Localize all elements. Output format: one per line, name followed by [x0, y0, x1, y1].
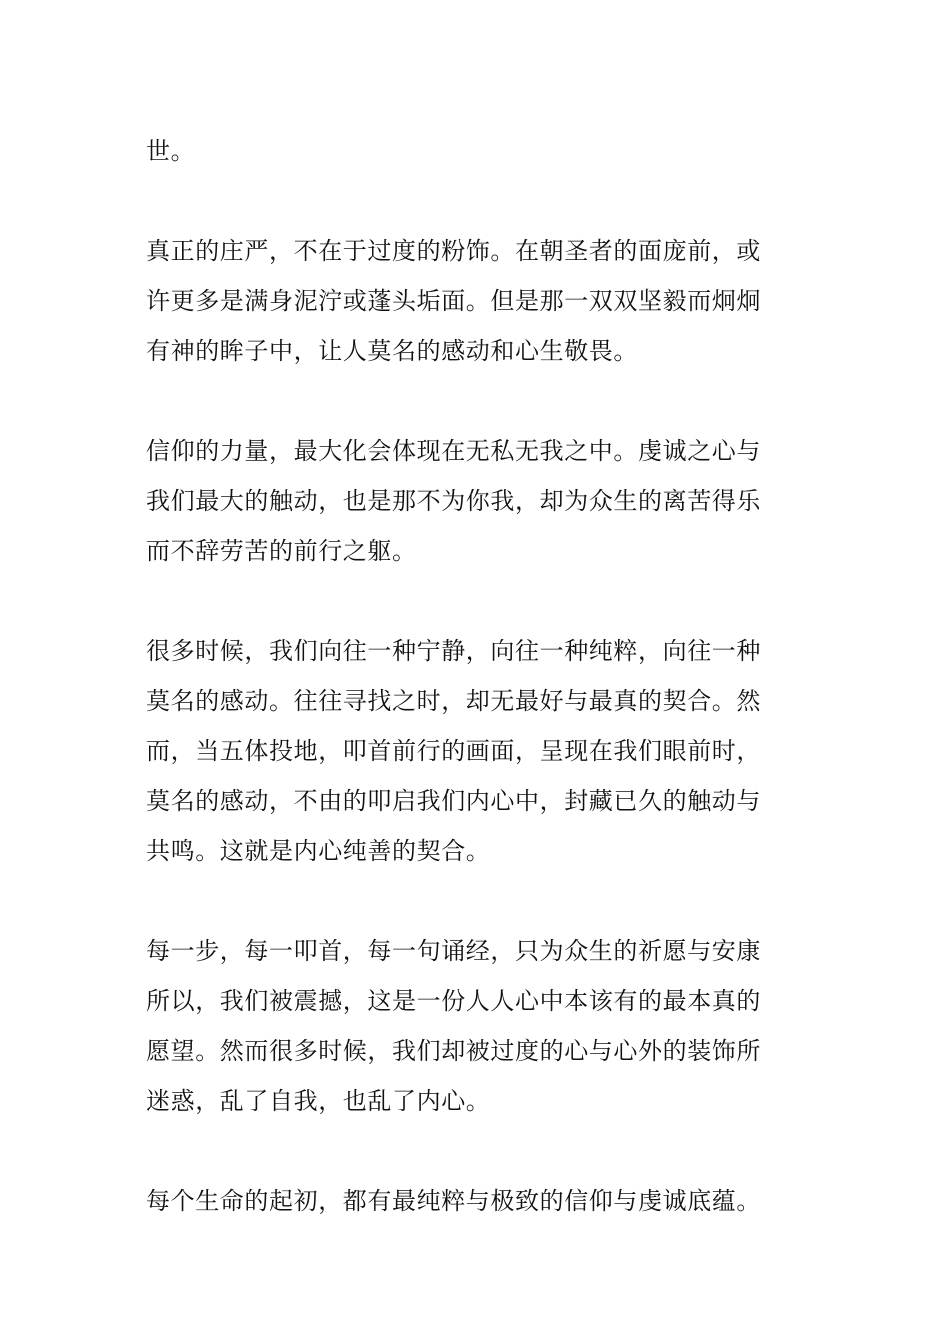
text-line: 莫名的感动，不由的叩启我们内心中，封藏已久的触动与	[146, 787, 761, 815]
text-line: 每个生命的起初，都有最纯粹与极致的信仰与虔诚底蕴。	[146, 1187, 761, 1215]
text-line: 愿望。然而很多时候，我们却被过度的心与心外的装饰所	[146, 1037, 761, 1065]
text-line: 真正的庄严，不在于过度的粉饰。在朝圣者的面庞前，或	[146, 237, 761, 265]
text-line: 世。	[146, 137, 196, 165]
text-line: 而不辞劳苦的前行之躯。	[146, 537, 417, 565]
text-line: 信仰的力量，最大化会体现在无私无我之中。虔诚之心与	[146, 437, 761, 465]
text-line: 所以，我们被震撼，这是一份人人心中本该有的最本真的	[146, 987, 761, 1015]
text-line: 有神的眸子中，让人莫名的感动和心生敬畏。	[146, 337, 638, 365]
text-line: 每一步，每一叩首，每一句诵经，只为众生的祈愿与安康	[146, 937, 761, 965]
text-line: 而，当五体投地，叩首前行的画面，呈现在我们眼前时，	[146, 737, 761, 765]
text-line: 很多时候，我们向往一种宁静，向往一种纯粹，向往一种	[146, 637, 761, 665]
text-line: 共鸣。这就是内心纯善的契合。	[146, 837, 491, 865]
text-line: 许更多是满身泥泞或蓬头垢面。但是那一双双坚毅而炯炯	[146, 287, 761, 315]
text-line: 我们最大的触动，也是那不为你我，却为众生的离苦得乐	[146, 487, 761, 515]
text-line: 迷惑，乱了自我，也乱了内心。	[146, 1087, 491, 1115]
text-line: 莫名的感动。往往寻找之时，却无最好与最真的契合。然	[146, 687, 761, 715]
